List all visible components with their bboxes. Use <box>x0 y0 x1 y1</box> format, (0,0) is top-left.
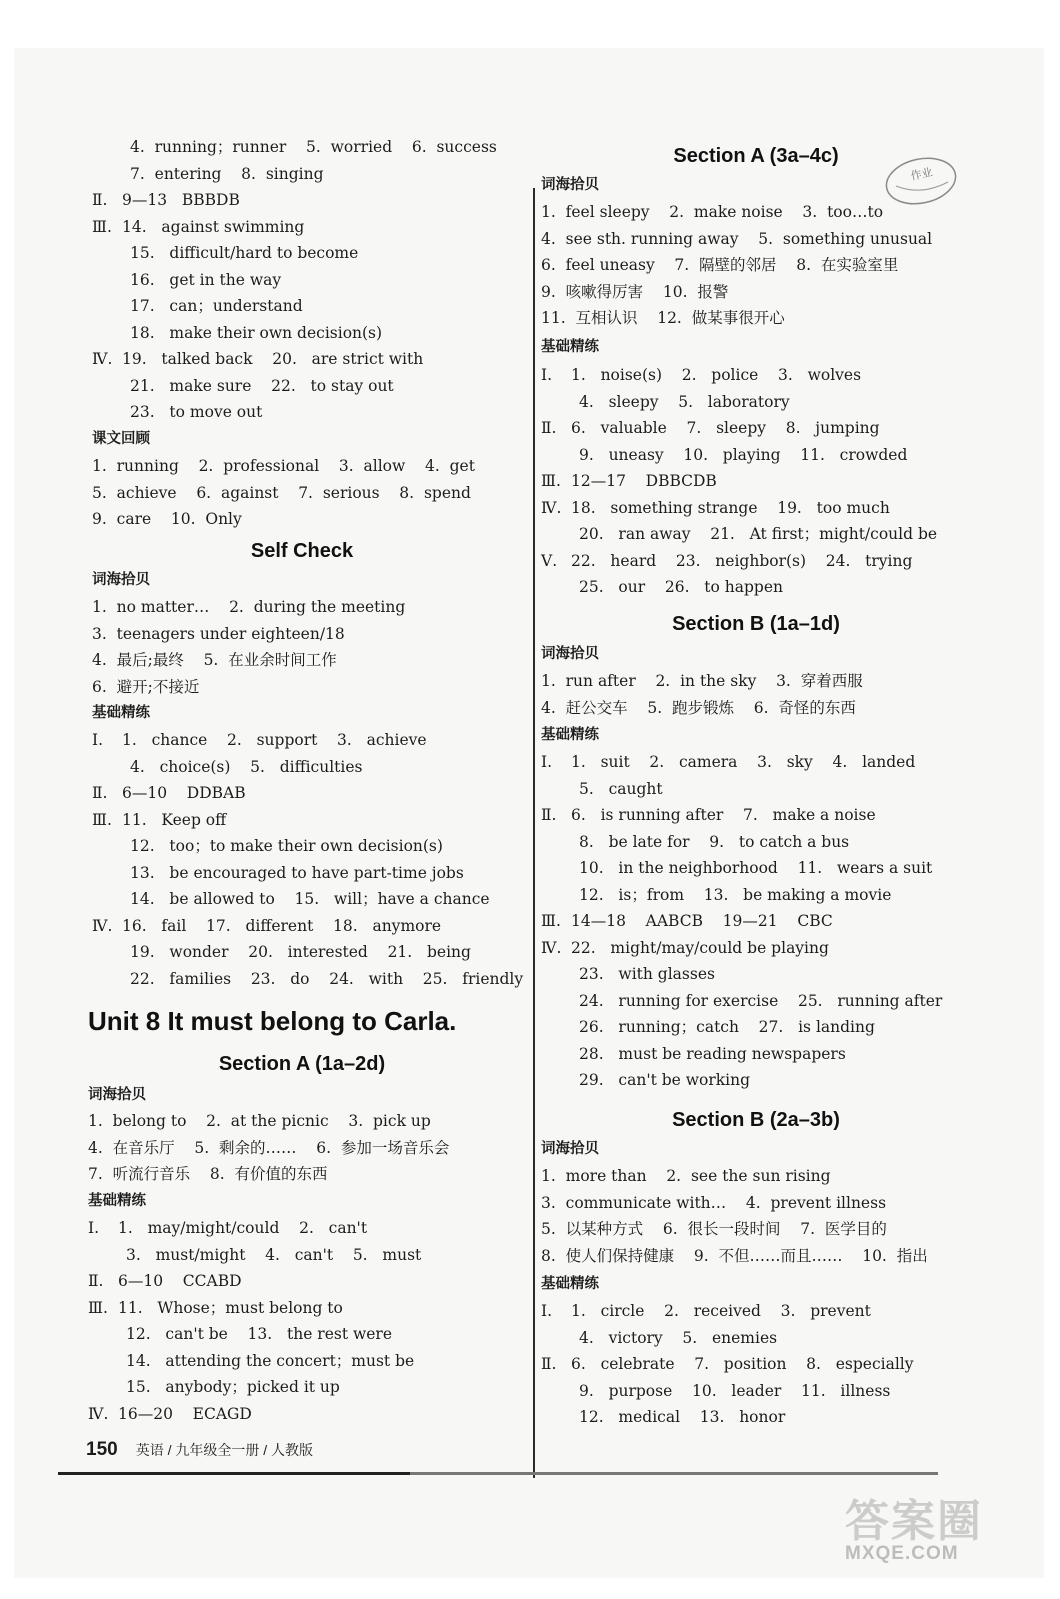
answer-text: 4. choice(s) 5. difficulties <box>130 757 363 776</box>
answer-text: 16—20 ECAGD <box>118 1404 252 1423</box>
answer-text: 16. get in the way <box>130 270 282 289</box>
answer-line <box>541 908 971 935</box>
answer-text: 9—13 BBBDB <box>122 191 240 209</box>
answer-line <box>541 1351 971 1378</box>
answer-text: 9. uneasy 10. playing 11. crowded <box>579 445 908 464</box>
answer-text: 5. caught <box>579 779 663 798</box>
answer-text: 21. make sure 22. to stay out <box>130 376 394 395</box>
answer-text: 20. ran away 21. At first；might/could be <box>579 525 938 543</box>
answer-line <box>88 1348 508 1375</box>
answer-line <box>541 362 971 389</box>
u8a-vocab-lines <box>88 1108 508 1188</box>
roman-numeral: Ⅰ. <box>92 731 104 749</box>
answer-text: 13. be encouraged to have part-time jobs <box>130 863 464 882</box>
answer-text: 26. running；catch 27. is landing <box>579 1018 875 1036</box>
s3-practice-label: 基础精练 <box>541 339 599 355</box>
answer-line <box>92 939 512 966</box>
roman-numeral: Ⅲ. <box>92 810 112 829</box>
roman-numeral: Ⅰ. <box>541 753 553 771</box>
answer-line <box>541 574 971 601</box>
roman-numeral: Ⅳ. <box>92 916 113 935</box>
answer-line <box>541 1067 971 1094</box>
roman-numeral: Ⅳ. <box>541 938 562 957</box>
answer-line <box>541 961 971 988</box>
answer-line: 6. feel uneasy 7. 隔壁的邻居 8. 在实验室里 <box>541 256 899 274</box>
roman-numeral: Ⅲ. <box>88 1298 108 1317</box>
answer-text: 1. noise(s) 2. police 3. wolves <box>571 366 862 384</box>
unit7-continued-lines <box>92 134 512 426</box>
review-lines <box>92 453 512 533</box>
roman-numeral: Ⅱ. <box>92 784 108 802</box>
s3-practice-lines <box>541 362 971 601</box>
self-check-title: Self Check <box>250 540 354 562</box>
answer-line <box>88 1374 508 1401</box>
answer-text: 10. in the neighborhood 11. wears a suit <box>579 859 933 877</box>
answer-line <box>88 1242 508 1269</box>
s4-vocab-lines <box>541 668 971 721</box>
answer-line <box>92 267 512 294</box>
answer-line: 4. 在音乐厅 5. 剩余的…… 6. 参加一场音乐会 <box>88 1138 450 1157</box>
answer-text: 6—10 CCABD <box>118 1272 242 1290</box>
answer-line: 5. 以某种方式 6. 很长一段时间 7. 医学目的 <box>541 1220 887 1238</box>
answer-text: 23. to move out <box>130 403 263 421</box>
s5-vocab-lines <box>541 1163 971 1269</box>
answer-text: 1. circle 2. received 3. prevent <box>571 1302 871 1320</box>
answer-line: 5. achieve 6. against 7. serious 8. spend <box>92 483 471 502</box>
answer-line: 1. belong to 2. at the picnic 3. pick up <box>88 1112 431 1130</box>
answer-line: 6. 避开;不接近 <box>92 677 200 696</box>
answer-line <box>541 855 971 882</box>
roman-numeral: Ⅱ. <box>541 806 557 824</box>
answer-line <box>541 1298 971 1325</box>
answer-text: 18. make their own decision(s) <box>130 323 383 342</box>
s5-practice-label: 基础精练 <box>541 1276 599 1292</box>
answer-text: 11. Keep off <box>122 810 227 829</box>
answer-line <box>92 399 512 426</box>
answer-line <box>541 829 971 856</box>
answer-text: 19. talked back 20. are strict with <box>122 350 424 368</box>
answer-text: 15. difficult/hard to become <box>130 244 359 262</box>
answer-text: 22. might/may/could be playing <box>571 938 829 957</box>
answer-text: 22. heard 23. neighbor(s) 24. trying <box>571 551 913 570</box>
answer-text: 9. purpose 10. leader 11. illness <box>579 1381 891 1400</box>
u8a-title: Section A (1a–2d) <box>218 1053 386 1075</box>
s3-vocab-lines <box>541 199 971 332</box>
answer-text: 29. can't be working <box>579 1071 751 1089</box>
svg-text:作业: 作业 <box>909 165 934 183</box>
answer-line <box>541 1378 971 1405</box>
answer-line <box>92 860 512 887</box>
answer-line: 8. 使人们保持健康 9. 不但……而且…… 10. 指出 <box>541 1246 928 1265</box>
answer-line <box>541 749 971 776</box>
sc-vocab-lines <box>92 594 512 700</box>
answer-line <box>88 1401 508 1428</box>
answer-text: 22. families 23. do 24. with 25. friendly <box>130 969 524 988</box>
s4-practice-lines <box>541 749 971 1094</box>
footer-rule <box>58 1472 938 1475</box>
roman-numeral: Ⅲ. <box>541 472 561 490</box>
answer-line <box>92 240 512 267</box>
answer-text: 4. sleepy 5. laboratory <box>579 392 790 411</box>
answer-line: 4. 最后;最终 5. 在业余时间工作 <box>92 651 337 669</box>
answer-text: 25. our 26. to happen <box>579 578 784 596</box>
answer-line <box>92 886 512 913</box>
answer-line <box>92 161 512 188</box>
answer-line: 9. care 10. Only <box>92 510 242 528</box>
s5-practice-lines <box>541 1298 971 1431</box>
answer-line <box>541 935 971 962</box>
answer-text: 19. wonder 20. interested 21. being <box>130 943 471 961</box>
answer-line <box>92 727 512 754</box>
s5-title: Section B (2a–3b) <box>672 1109 840 1131</box>
answer-text: 6. valuable 7. sleepy 8. jumping <box>571 419 880 437</box>
sc-practice-lines <box>92 727 524 992</box>
answer-text: 14. attending the concert；must be <box>126 1351 415 1370</box>
answer-text: 6—10 DDBAB <box>122 784 246 802</box>
answer-line: 1. run after 2. in the sky 3. 穿着西服 <box>541 672 863 690</box>
answer-line <box>541 415 971 442</box>
answer-text: 24. running for exercise 25. running after <box>579 991 943 1010</box>
answer-line <box>88 1268 508 1295</box>
answer-line <box>541 442 971 469</box>
u8a-vocab-label: 词海拾贝 <box>88 1087 146 1103</box>
answer-line <box>92 807 512 834</box>
s4-title: Section B (1a–1d) <box>672 613 840 635</box>
u8a-practice-lines <box>88 1215 508 1427</box>
answer-line <box>541 1014 971 1041</box>
answer-text: 12. can't be 13. the rest were <box>126 1325 393 1343</box>
answer-text: 12. too；to make their own decision(s) <box>130 837 443 855</box>
answer-text: 1. may/might/could 2. can't <box>118 1219 368 1237</box>
roman-numeral: Ⅰ. <box>541 366 553 384</box>
roman-numeral: Ⅳ. <box>88 1404 109 1423</box>
answer-line <box>541 988 971 1015</box>
answer-line: 1. feel sleepy 2. make noise 3. too…to <box>541 203 884 221</box>
u8a-practice-label: 基础精练 <box>88 1193 146 1209</box>
sc-vocab-label: 词海拾贝 <box>92 572 150 588</box>
answer-line <box>541 802 971 829</box>
roman-numeral: Ⅱ. <box>541 419 557 437</box>
answer-text: 6. is running after 7. make a noise <box>571 806 876 824</box>
column-divider <box>533 188 535 1478</box>
answer-line <box>541 1325 971 1352</box>
answer-line <box>92 754 512 781</box>
answer-text: 12. is；from 13. be making a movie <box>579 885 892 904</box>
watermark-small: MXQE.COM <box>845 1543 959 1564</box>
answer-line: 1. no matter… 2. during the meeting <box>92 598 406 616</box>
answer-text: 14—18 AABCB 19—21 CBC <box>571 912 833 930</box>
answer-line <box>541 468 971 495</box>
page-number: 150 <box>86 1439 118 1460</box>
answer-line <box>88 1321 508 1348</box>
answer-line: 3. teenagers under eighteen/18 <box>92 624 345 643</box>
watermark-big: 答案圈 <box>845 1497 983 1546</box>
roman-numeral: Ⅴ. <box>541 551 558 570</box>
answer-text: 15. anybody；picked it up <box>126 1378 340 1396</box>
answer-line <box>541 882 971 909</box>
answer-line <box>541 1404 971 1431</box>
answer-text: 1. suit 2. camera 3. sky 4. landed <box>571 753 916 771</box>
answer-text: 17. can；understand <box>130 297 303 315</box>
roman-numeral: Ⅱ. <box>88 1272 104 1290</box>
roman-numeral: Ⅰ. <box>88 1219 100 1237</box>
roman-numeral: Ⅲ. <box>92 217 112 236</box>
answer-text: 23. with glasses <box>579 965 715 983</box>
answer-line <box>541 521 971 548</box>
answer-page <box>14 48 1044 1578</box>
answer-text: 14. against swimming <box>122 217 305 236</box>
answer-line <box>92 373 512 400</box>
answer-text: 28. must be reading newspapers <box>579 1044 846 1063</box>
footer <box>86 1436 313 1464</box>
answer-line <box>88 1295 508 1322</box>
answer-line <box>92 134 512 161</box>
answer-line <box>92 214 512 241</box>
answer-line: 9. 咳嗽得厉害 10. 报警 <box>541 282 729 301</box>
answer-line <box>541 548 971 575</box>
roman-numeral: Ⅱ. <box>541 1355 557 1373</box>
answer-line: 4. 赶公交车 5. 跑步锻炼 6. 奇怪的东西 <box>541 698 856 717</box>
answer-line: 7. 听流行音乐 8. 有价值的东西 <box>88 1165 328 1183</box>
s3-vocab-label: 词海拾贝 <box>541 177 599 193</box>
answer-text: 12. medical 13. honor <box>579 1408 786 1426</box>
footer-text: 英语 / 九年级全一册 / 人教版 <box>135 1442 314 1458</box>
answer-line <box>541 495 971 522</box>
answer-line <box>88 1215 508 1242</box>
answer-text: 18. something strange 19. too much <box>571 498 890 517</box>
answer-line: 3. communicate with… 4. prevent illness <box>541 1193 887 1212</box>
answer-line <box>541 389 971 416</box>
roman-numeral: Ⅰ. <box>541 1302 553 1320</box>
answer-line <box>541 776 971 803</box>
roman-numeral: Ⅳ. <box>541 498 562 517</box>
review-label: 课文回顾 <box>92 431 150 447</box>
answer-text: 12—17 DBBCDB <box>571 472 717 490</box>
answer-text: 11. Whose；must belong to <box>118 1298 343 1317</box>
roman-numeral: Ⅳ. <box>92 350 113 368</box>
answer-line: 11. 互相认识 12. 做某事很开心 <box>541 309 785 327</box>
watermark-logo <box>845 1485 1030 1565</box>
answer-line: 1. more than 2. see the sun rising <box>541 1167 831 1185</box>
answer-text: 6. celebrate 7. position 8. especially <box>571 1355 914 1373</box>
stamp-logo <box>882 152 960 210</box>
answer-line <box>92 346 512 373</box>
answer-line: 1. running 2. professional 3. allow 4. get <box>92 457 475 475</box>
answer-text: 4. running；runner 5. worried 6. success <box>130 138 497 156</box>
answer-line <box>92 320 512 347</box>
answer-text: 4. victory 5. enemies <box>579 1328 778 1347</box>
answer-line <box>92 780 512 807</box>
answer-text: 14. be allowed to 15. will；have a chance <box>130 890 490 908</box>
s3-title: Section A (3a–4c) <box>673 145 839 167</box>
answer-line <box>92 187 512 214</box>
roman-numeral: Ⅲ. <box>541 912 561 930</box>
answer-line <box>92 293 512 320</box>
roman-numeral: Ⅱ. <box>92 191 108 209</box>
answer-line <box>541 1041 971 1068</box>
unit-title: Unit 8 It must belong to Carla. <box>88 1006 457 1036</box>
answer-line <box>92 913 512 940</box>
answer-text: 8. be late for 9. to catch a bus <box>579 832 850 851</box>
sc-practice-label: 基础精练 <box>92 705 150 721</box>
answer-text: 16. fail 17. different 18. anymore <box>122 916 442 935</box>
answer-line <box>92 833 512 860</box>
s4-vocab-label: 词海拾贝 <box>541 646 599 662</box>
s4-practice-label: 基础精练 <box>541 727 599 743</box>
answer-text: 1. chance 2. support 3. achieve <box>122 731 427 749</box>
answer-line <box>92 966 524 993</box>
answer-text: 7. entering 8. singing <box>130 164 324 183</box>
answer-text: 3. must/might 4. can't 5. must <box>126 1245 422 1264</box>
s5-vocab-label: 词海拾贝 <box>541 1141 599 1157</box>
answer-line: 4. see sth. running away 5. something unusual <box>541 229 933 248</box>
